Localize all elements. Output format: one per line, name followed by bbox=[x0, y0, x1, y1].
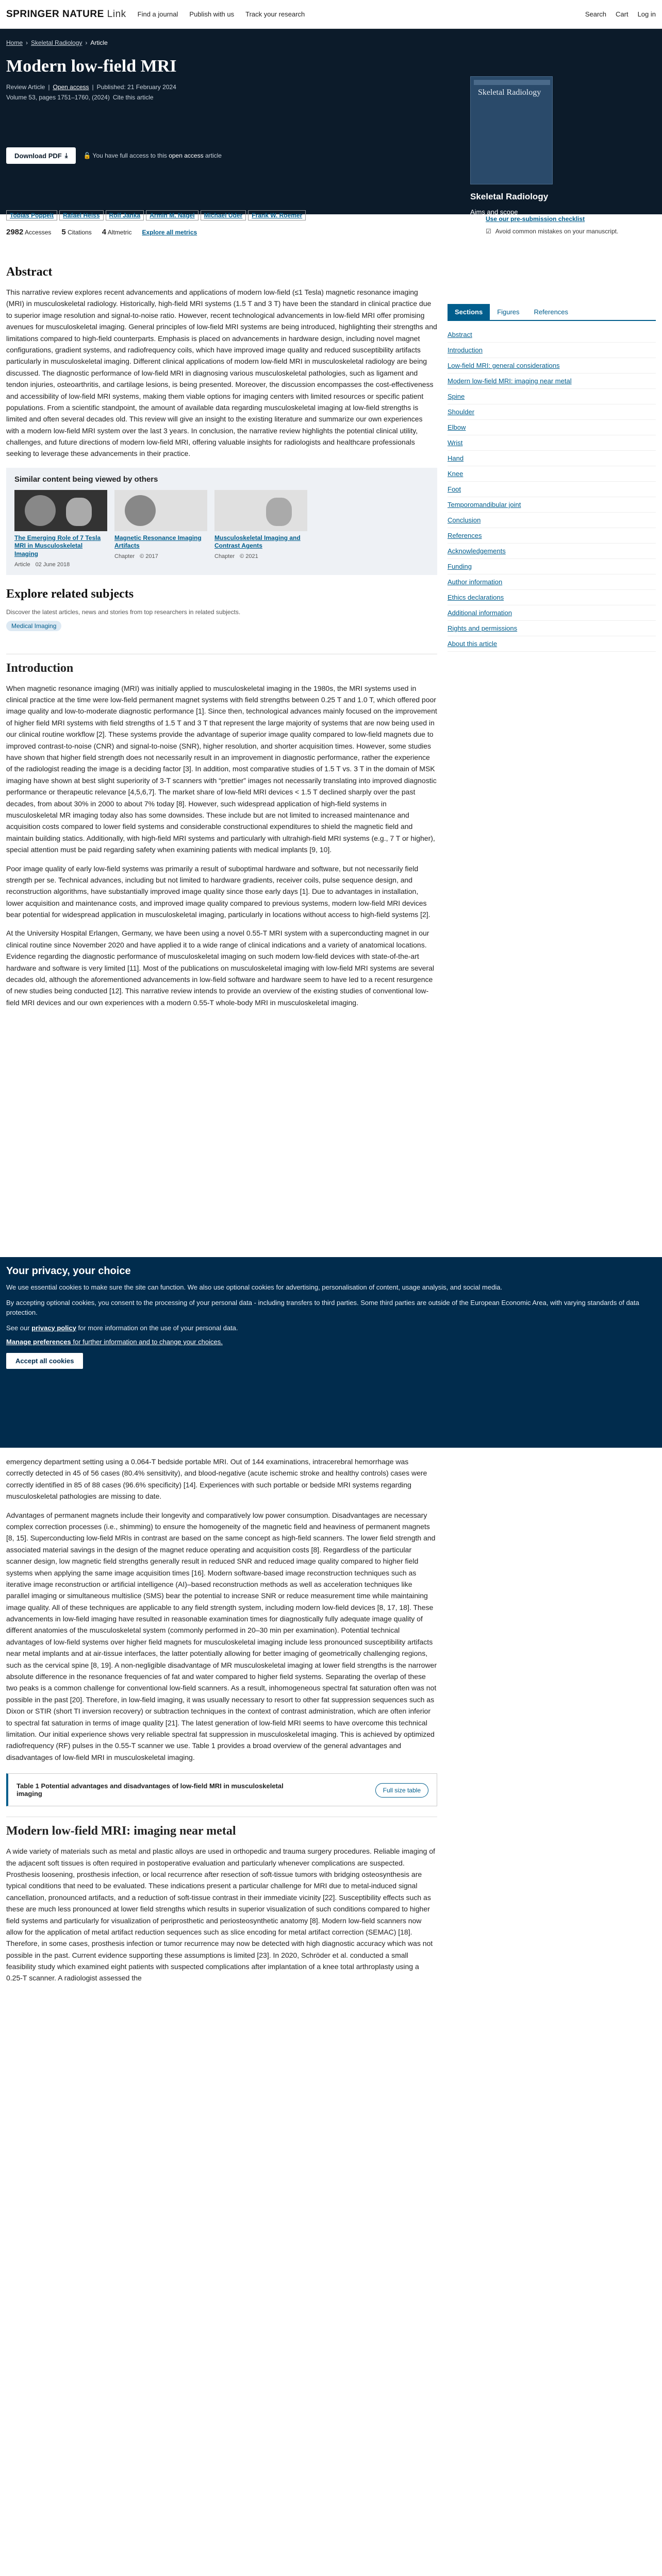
similar-card[interactable] bbox=[114, 490, 207, 568]
toc-item[interactable]: Conclusion bbox=[448, 513, 656, 528]
similar-title[interactable]: Musculoskeletal Imaging and Contrast Agents bbox=[214, 534, 301, 550]
article-body bbox=[6, 265, 437, 1015]
abstract-heading: Abstract bbox=[6, 265, 53, 279]
similar-meta: Article 02 June 2018 bbox=[14, 561, 70, 568]
body-paragraph: Advantages of permanent magnets include their longevity and comparatively low power consumption. Disadvantages are necessary complex correction processes (i.e., shimming) to ensure the homogeneity of the magnetic field and heaviness of permanent magnets [8, 15]. Superconducting low-field MRIs in contrast are based on the same concept as high-field scanners. The lower field strength and associated material savings in the design of the magnet reduce operating and acquisition costs [8]. Regardless of the particular scanner design, low magnetic field strengths generally result in reduced SNR and reduced image quality compared to higher field systems when applying the same image acquisition times [16]. Modern software-based image reconstruction techniques such as iterative image reconstruction or artificial intelligence (AI)–based reconstruction methods as well as acceleration techniques like parallel imaging or simultaneous multislice (SMS) bear the potential to increase SNR or reduce measurement time while maintaining image quality. All of these techniques are applicable to any field strength system, including modern low-field devices [8, 17, 18]. These advancements in low-field imaging have resulted in reasonable examination times for diagnostically fully adequate image quality of different anatomies of the musculoskeletal system (commonly performed in 20–30 min per examination). Potential technical advantages of low-field systems over higher field magnets for musculoskeletal imaging include less pronounced susceptibility artifacts near metal implants and at air-tissue interfaces, the latter potentially allowing for better imaging of geometrically challenging regions, such as the cervical spine [8, 19]. A non-negligible disadvantage of MR musculoskeletal imaging at lower field strengths is the narrower absolute difference in the resonance frequencies of fat and water compared to higher field systems. Separating the overlap of these two peaks is a common challenge for conventional low-field scanners. As a result, inhomogeneous spectral fat saturation often was not possible in the past [20]. Therefore, in low-field imaging, it was usually necessary to resort to other fat suppression sequences such as Dixon or STIR (short TI inversion recovery) or subtraction techniques in the context of contrast administration, which are often inferior to spectral fat saturation in terms of image quality [21]. The latest generation of low-field MRI seems to have overcome this technical limitation. Our initial experience shows very reliable spectral fat suppression in musculoskeletal imaging. This is achieved by optimized radiofrequency (RF) pulses in the 0.55-T scanner we use. Table 1 provides a broad overview of the general advantages and disadvantages of low-field MRI in musculoskeletal imaging. bbox=[6, 1511, 437, 1761]
journal-cover-image[interactable] bbox=[470, 76, 553, 184]
open-access-inline-link[interactable]: open access bbox=[169, 152, 204, 159]
author-link[interactable]: Michael Uder bbox=[201, 210, 246, 221]
journal-card bbox=[470, 76, 656, 229]
cookie-heading: Your privacy, your choice bbox=[6, 1265, 131, 1277]
author-link[interactable]: Rolf Janka bbox=[106, 210, 144, 221]
access-note: 🔓 You have full access to this open access article bbox=[83, 152, 222, 159]
similar-meta: Chapter © 2021 bbox=[214, 553, 258, 560]
nav-track-research[interactable]: Track your research bbox=[245, 10, 305, 18]
tab-references[interactable]: References bbox=[527, 304, 575, 320]
journal-name[interactable]: Skeletal Radiology bbox=[470, 192, 549, 201]
toc-item[interactable]: Abstract bbox=[448, 327, 656, 343]
cookie-privacy: See our privacy policy for more information on the use of your personal data. bbox=[6, 1324, 238, 1332]
nav-find-journal[interactable]: Find a journal bbox=[137, 10, 178, 18]
breadcrumb-journal[interactable]: Skeletal Radiology bbox=[31, 39, 82, 46]
nav-publish[interactable]: Publish with us bbox=[189, 10, 235, 18]
springer-logo[interactable] bbox=[6, 9, 126, 20]
toc-item[interactable]: Knee bbox=[448, 466, 656, 482]
tab-sections[interactable]: Sections bbox=[448, 304, 490, 320]
subject-chip[interactable]: Medical Imaging bbox=[6, 621, 61, 631]
checklist-icon: ☑ bbox=[486, 228, 491, 235]
toc-item[interactable]: Low-field MRI: general considerations bbox=[448, 358, 656, 374]
similar-thumbnail bbox=[214, 490, 307, 531]
privacy-policy-link[interactable]: privacy policy bbox=[31, 1324, 76, 1332]
aims-scope-link[interactable]: Aims and scope bbox=[470, 208, 518, 216]
breadcrumb-home[interactable]: Home bbox=[6, 39, 23, 46]
explore-heading: Explore related subjects bbox=[6, 587, 134, 601]
author-link[interactable]: Armin M. Nagel bbox=[146, 210, 198, 221]
accesses-metric: 2982 Accesses bbox=[6, 228, 52, 236]
similar-thumbnail bbox=[114, 490, 207, 531]
body-paragraph: A wide variety of materials such as metal and plastic alloys are used in orthopedic and trauma surgery procedures. Reliable imaging of the adjacent soft tissues is often required in postoperative evaluation and particularly whenever complications are suspected. Prosthesis loosening, prosthesis infection, or local recurrence after resection of soft-tissue tumors with bridging osteosynthesis are typical conditions that need to be evaluated. These indications present a particular challenge for MRI due to metal-induced signal cancellation, pronounced artifacts, and a reduction of soft-tissue contrast in their immediate vicinity [22]. Susceptibility effects such as these are much less pronounced at lower field strengths which results in superior visualization of such conditions compared to higher field systems and particularly for visualization of periprosthetic and periosteosynthetic anatomy [8]. Modern low-field scanners now allow for the application of metal artifact reduction sequences such as slice encoding for metal artifact correction (SEMAC) [18]. Therefore, in some cases, prosthesis infection or tumor recurrence may now be detected with high diagnostic accuracy which was not possible in the past. Current evidence supporting these assumptions is limited [23]. In 2020, Schröder et al. conducted a small feasibility study which examined eight patients with suspected complications after implantation of a knee total arthroplasty using a 0.25-T scanner. A radiologist assessed the bbox=[6, 1847, 435, 1982]
toc-item[interactable]: Author information bbox=[448, 574, 656, 590]
article-title: Modern low-field MRI bbox=[6, 57, 177, 76]
logo-main: SPRINGER NATURE bbox=[6, 8, 104, 20]
login-link[interactable]: Log in bbox=[637, 10, 656, 18]
introduction-heading: Introduction bbox=[6, 654, 437, 675]
cookie-text: By accepting optional cookies, you consent to the processing of your personal data - including transfers to third parties. Some third parties are outside of the European Economic Area, with varying standards of data protection. bbox=[6, 1298, 639, 1316]
accept-cookies-button[interactable]: Accept all cookies bbox=[6, 1353, 83, 1369]
toc-item[interactable]: Elbow bbox=[448, 420, 656, 435]
body-paragraph: emergency department setting using a 0.064-T bedside portable MRI. Out of 144 examinations, intracerebral hemorrhage was correctly detected in 45 of 56 cases (80.4% sensitivity), and blood-negative (acute ischemic stroke and healthy controls) cases were correctly identified in 85 of 88 cases (96.6% specificity) [14]. Experiences with such portable or bedside MRI systems regarding musculoskeletal pathologies are missing to date. bbox=[6, 1458, 427, 1501]
cite-article-link[interactable]: Cite this article bbox=[112, 94, 154, 101]
toc-item[interactable]: Ethics declarations bbox=[448, 590, 656, 605]
full-size-table-button[interactable]: Full size table bbox=[375, 1783, 428, 1798]
tab-figures[interactable]: Figures bbox=[490, 304, 526, 320]
author-link[interactable]: Frank W. Roemer bbox=[248, 210, 306, 221]
toc-item[interactable]: Modern low-field MRI: imaging near metal bbox=[448, 374, 656, 389]
article-body-continued bbox=[6, 1456, 437, 1991]
cover-bar bbox=[474, 80, 550, 85]
article-sidebar bbox=[448, 304, 656, 658]
download-pdf-button[interactable] bbox=[6, 147, 76, 164]
volume-info: Volume 53, pages 1751–1760, (2024) bbox=[6, 94, 110, 101]
breadcrumb-separator: › bbox=[85, 39, 88, 46]
download-icon: ⤓ bbox=[64, 151, 68, 159]
citations-metric: 5 Citations bbox=[61, 228, 92, 236]
altmetric-metric: 4 Altmetric bbox=[102, 228, 132, 236]
intro-paragraph: At the University Hospital Erlangen, Germany, we have been using a novel 0.55-T MRI system with a superconducting magnet in our clinical routine since November 2020 and have applied it to a wide range of clinical indications and a variety of anatomical locations. Evidence regarding the diagnostic performance of musculoskeletal imaging on such modern low-field devices with state-of-the-art hardware and software is very limited [11]. Most of the publications on musculoskeletal imaging with low-field MRI systems are several decades old, although the aforementioned advancements in low-field software and hardware seem to have led to a recent resurgence of new studies being conducted [12]. This narrative review intends to provide an overview of the existing studies of conventional low-field MRI devices and our own experiences with a modern 0.55-T whole-body MRI in musculoskeletal imaging. bbox=[6, 929, 434, 1007]
toc-item[interactable]: Spine bbox=[448, 389, 656, 404]
toc-item[interactable]: Hand bbox=[448, 451, 656, 466]
toc-item[interactable]: References bbox=[448, 528, 656, 544]
toc-item[interactable]: Acknowledgements bbox=[448, 544, 656, 559]
similar-thumbnail bbox=[14, 490, 107, 531]
similar-title[interactable]: The Emerging Role of 7 Tesla MRI in Musculoskeletal Imaging bbox=[14, 534, 101, 558]
presubmission-link[interactable]: Use our pre-submission checklist bbox=[486, 215, 585, 223]
toc-item[interactable]: Foot bbox=[448, 482, 656, 497]
similar-card[interactable] bbox=[214, 490, 307, 568]
cookie-banner bbox=[0, 1257, 662, 1448]
search-link[interactable]: Search bbox=[585, 10, 607, 18]
article-type: Review Article bbox=[6, 83, 45, 91]
top-navigation bbox=[0, 0, 662, 29]
toc-item[interactable]: Additional information bbox=[448, 605, 656, 621]
manage-preferences-link[interactable]: Manage preferences bbox=[6, 1338, 71, 1346]
meta-separator: | bbox=[92, 83, 94, 91]
similar-cards bbox=[14, 490, 429, 568]
breadcrumb bbox=[6, 39, 656, 46]
toc-item[interactable]: Funding bbox=[448, 559, 656, 574]
intro-paragraph: Poor image quality of early low-field systems was primarily a result of suboptimal hardware and software, but not necessarily field strength per se. Technical advances, including but not limited to hardware gradients, receiver coils, pulse sequence design, and reconstruction algorithms, have substantially improved image quality since those early days [1]. Due to advantages in installation, lower acquisition and maintenance costs, and improved image quality compared to previous systems, modern low-field MRI devices bear potential for widespread application in musculoskeletal imaging, particularly in locations without access to high-field systems [2]. bbox=[6, 864, 431, 919]
logo-sub: Link bbox=[107, 8, 126, 20]
explore-subjects bbox=[6, 587, 437, 643]
similar-title[interactable]: Magnetic Resonance Imaging Artifacts bbox=[114, 534, 202, 550]
toc-item[interactable]: Wrist bbox=[448, 435, 656, 451]
sidebar-tabs bbox=[448, 304, 656, 321]
toc-item[interactable]: Rights and permissions bbox=[448, 621, 656, 636]
submit-manuscript-link[interactable]: Submit manuscript bbox=[470, 221, 526, 229]
table-of-contents bbox=[448, 321, 656, 658]
presubmission-promo bbox=[486, 215, 656, 235]
table-1-box bbox=[6, 1773, 437, 1806]
authors-section bbox=[0, 210, 662, 236]
published-date: Published: 21 February 2024 bbox=[96, 83, 176, 91]
similar-card[interactable] bbox=[14, 490, 107, 568]
toc-item[interactable]: Temporomandibular joint bbox=[448, 497, 656, 513]
cart-link[interactable]: Cart bbox=[616, 10, 628, 18]
author-link[interactable]: Tobias Poppelt bbox=[6, 210, 57, 221]
similar-heading: Similar content being viewed by others bbox=[14, 474, 158, 484]
table-caption: Table 1 Potential advantages and disadvantages of low-field MRI in musculoskeletal imaging bbox=[16, 1782, 284, 1798]
lock-open-icon: 🔓 bbox=[83, 152, 91, 159]
manage-preferences: Manage preferences for further information and to change your choices. bbox=[6, 1338, 223, 1346]
explore-subtext: Discover the latest articles, news and stories from top researchers in related subjects. bbox=[6, 608, 241, 616]
toc-item[interactable]: Shoulder bbox=[448, 404, 656, 420]
metal-section-heading: Modern low-field MRI: imaging near metal bbox=[6, 1817, 437, 1838]
toc-item[interactable]: Introduction bbox=[448, 343, 656, 358]
meta-separator: | bbox=[48, 83, 50, 91]
abstract-text: This narrative review explores recent advancements and applications of modern low-field (≤1 Tesla) magnetic resonance imaging (MRI) in musculoskeletal radiology. Historically, high-field MRI systems (1.5 T and 3 T) have been the standard in clinical practice due to superior image resolution and signal-to-noise ratio. However, recent technological advancements in low-field MRI offer promising avenues for musculoskeletal imaging. General principles of low-field MRI systems are being introduced, highlighting their strengths and limitations compared to high-field counterparts. Emphasis is placed on advancements in hardware design, including novel magnet configurations, gradient systems, and radiofrequency coils, which have improved image quality and reduced susceptibility artifacts particularly in musculoskeletal imaging. Different clinical applications of modern low-field MRI in musculoskeletal radiology are being discussed. The diagnostic performance of low-field MRI in diagnosing various musculoskeletal pathologies, such as ligament and tendon injuries, osteoarthritis, and cartilage lesions, is being presented. Moreover, the discussion encompasses the cost-effectiveness and accessibility of low-field MRI systems, making them viable options for imaging centers with limited resources or specific patient populations. From a scientific standpoint, the amount of available data regarding musculoskeletal imaging at low-field strengths is limited and often several decades old. This review will give an insight to the existing literature and summarize our own experiences with a modern low-field MRI system over the last 3 years. In conclusion, the narrative review highlights the potential clinical utility, challenges, and future directions of modern low-field MRI, offering valuable insights for radiologists and healthcare professionals seeking to leverage these advancements in their practice. bbox=[6, 288, 437, 458]
download-label: Download PDF bbox=[14, 151, 62, 160]
explore-metrics-link[interactable]: Explore all metrics bbox=[142, 228, 197, 236]
presubmission-text: ☑ Avoid common mistakes on your manuscript. bbox=[486, 228, 619, 235]
toc-item[interactable]: About this article bbox=[448, 636, 656, 652]
cookie-text: We use essential cookies to make sure the site can function. We also use optional cookies for advertising, personalisation of content, usage analysis, and social media. bbox=[6, 1283, 503, 1291]
breadcrumb-current: Article bbox=[90, 39, 108, 46]
similar-meta: Chapter © 2017 bbox=[114, 553, 158, 560]
open-access-link[interactable]: Open access bbox=[53, 83, 89, 91]
intro-paragraph: When magnetic resonance imaging (MRI) was initially applied to musculoskeletal imaging in the 1980s, the MRI systems used in clinical practice at the time were low-field permanent magnet systems with field strengths between 0.25 T and 1.0 T, which offered poor image quality and low-to-moderate diagnostic performance [1]. Since then, technological advances mainly focused on the improvement of higher field MRI systems with field strengths of 1.5 T and 3 T that represent the large majority of systems that are now being used in our clinical routine workflow [2]. These systems provide the advantage of superior image quality compared to low-field magnets due to improved contrast-to-noise (CNR) and signal-to-noise (SNR), higher resolution, and shorter acquisition times. However, some studies have shown that higher field strength does not necessarily result in an improvement in diagnostic performance, rather the experience of the radiologist reading the image is a deciding factor [3]. In addition, most comparative studies of 1.5 T vs. 3 T in the domain of MSK imaging have shown at best slight superiority of 3-T scanners with “prettier” images not necessarily translating into improved diagnostic performance or therapeutic relevance [4,5,6,7]. The market share of low-field MRI devices < 1.5 T declined sharply over the past decades, from about 30% in 2000 to about 7% today [8]. However, such widespread application of high-field systems in musculoskeletal MR imaging today also has some downsides. These include but are not limited to increased maintenance and acquisition costs compared to lower field systems and considerable constructional expenditures to shield the magnetic field and maintain building statics. Additionally, with high-field MRI systems and particularly with ultrahigh-field MRI systems (e.g., 7 T or higher), special attention must be paid regarding safety when examining patients with medical implants [9, 10]. bbox=[6, 684, 437, 854]
breadcrumb-separator: › bbox=[26, 39, 28, 46]
header-right bbox=[585, 10, 656, 18]
author-link[interactable]: Rafael Heiss bbox=[59, 210, 103, 221]
similar-content bbox=[6, 468, 437, 575]
cover-title: Skeletal Radiology bbox=[478, 88, 541, 97]
